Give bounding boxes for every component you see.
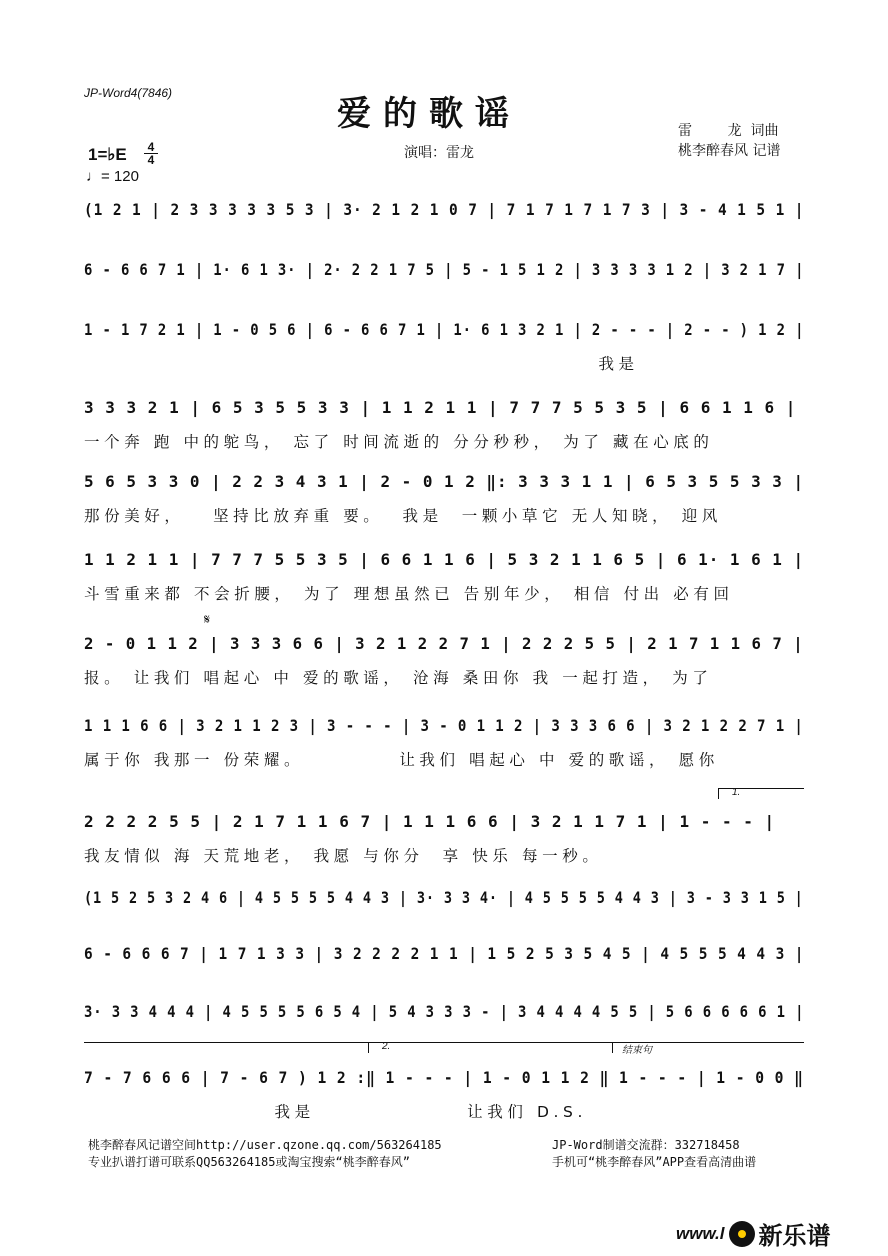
lyrics-line: 斗雪重来都 不会折腰， 为了 理想虽然已 告别年少， 相信 付出 必有回	[84, 585, 734, 603]
singer-label: 演唱：雷龙	[404, 145, 474, 161]
score-line	[84, 258, 804, 318]
system-divider	[84, 1042, 804, 1043]
time-sig-bottom: 4	[144, 153, 158, 166]
score-line	[84, 714, 804, 774]
song-title: 爱的歌谣	[337, 94, 521, 134]
time-signature	[144, 141, 158, 166]
footer-right-line1: JP-Word制谱交流群：332718458	[552, 1138, 740, 1152]
lyrics-line: 属于你 我那一 份荣耀。 让我们 唱起心 中 爱的歌谣， 愿你	[84, 751, 719, 769]
lyrics-line	[84, 976, 804, 1000]
tempo-marking: ♩= 120	[86, 168, 139, 185]
notes-line: 6 - 6 6 7 1 | 1· 6 1 3· | 2· 2 2 1 7 5 | 5 - 1 5 1 2 | 3 3 3 3 1 2 | 3 2 1 7 |	[84, 260, 805, 279]
credit-transcriber: 桃李醉春风 记谱	[678, 143, 781, 159]
lyrics-line	[84, 292, 804, 316]
lyrics-line: 一个奔 跑 中的鸵鸟， 忘了 时间流逝的 分分秒秒， 为了 藏在心底的	[84, 433, 714, 451]
first-ending-label: 1.	[732, 787, 741, 798]
notes-line: 3· 3 3 4 4 4 | 4 5 5 5 5 6 5 4 | 5 4 3 3 3 - | 3 4 4 4 4 5 5 | 5 6 6 6 6 6 1 |	[84, 1002, 805, 1021]
footer-left-line1: 桃李醉春风记谱空间http://user.qzone.qq.com/563264185	[88, 1138, 442, 1152]
logo-www-text: www.l	[676, 1223, 725, 1243]
footer-left-line2: 专业扒谱打谱可联系QQ563264185或淘宝搜索“桃李醉春风”	[88, 1155, 410, 1169]
lyrics-line	[84, 232, 804, 256]
key-signature: 1=♭E	[88, 145, 127, 164]
score-line	[84, 632, 804, 692]
coda-label: 结束句	[622, 1045, 652, 1056]
site-logo	[676, 1216, 831, 1251]
notes-line: 7 - 7 6 6 6 | 7 - 6 7 ) 1 2 :‖ 1 - - - | 1 - 0 1 1 2 ‖ 1 - - - | 1 - 0 0 ‖	[84, 1068, 804, 1087]
score-line	[84, 470, 804, 530]
time-sig-top: 4	[147, 140, 155, 154]
second-ending-bracket	[368, 1042, 608, 1053]
logo-brand-text: 新乐谱	[758, 1223, 831, 1250]
notes-line: 2 - 0 1 1 2 | 3 3 3 6 6 | 3 2 1 2 2 7 1 | 2 2 2 5 5 | 2 1 7 1 1 6 7 |	[84, 634, 804, 653]
score-line	[84, 942, 804, 1002]
notes-line: 1 - 1 7 2 1 | 1 - 0 5 6 | 6 - 6 6 7 1 | 1· 6 1 3 2 1 | 2 - - - | 2 - - ) 1 2 |	[84, 320, 805, 339]
lyrics-line	[84, 920, 804, 944]
credit-lyrics-music: 雷 龙 词曲	[678, 123, 779, 139]
notes-line: 6 - 6 6 6 7 | 1 7 1 3 3 | 3 2 2 2 2 1 1 | 1 5 2 5 3 5 4 5 | 4 5 5 5 4 4 3 |	[84, 944, 805, 963]
notes-line: 3 3 3 2 1 | 6 5 3 5 5 3 3 | 1 1 2 1 1 | 7 7 7 5 5 3 5 | 6 6 1 1 6 |	[84, 398, 797, 417]
lyrics-line: 我是	[84, 355, 639, 373]
notes-line: 5 6 5 3 3 0 | 2 2 3 4 3 1 | 2 - 0 1 2 ‖: 3 3 3 1 1 | 6 5 3 5 5 3 3 |	[84, 472, 805, 491]
score-line	[84, 396, 804, 456]
notes-line: 1 1 1 6 6 | 3 2 1 1 2 3 | 3 - - - | 3 - 0 1 1 2 | 3 3 3 6 6 | 3 2 1 2 2 7 1 |	[84, 716, 804, 735]
score-line	[84, 886, 804, 946]
lyrics-line: 报。 让我们 唱起心 中 爱的歌谣， 沧海 桑田你 我 一起打造， 为了	[84, 669, 713, 687]
notes-line: (1 5 2 5 3 2 4 6 | 4 5 5 5 5 4 4 3 | 3· 3 3 4· | 4 5 5 5 5 4 4 3 | 3 - 3 3 1 5 |	[84, 888, 804, 907]
segno-sign: 𝄋	[204, 612, 211, 628]
lyrics-line: 那份美好， 坚持比放弃重 要。 我是 一颗小草它 无人知晓， 迎风	[84, 507, 722, 525]
lyrics-line: 我友情似 海 天荒地老， 我愿 与你分 享 快乐 每一秒。	[84, 847, 603, 865]
score-line	[84, 1066, 804, 1126]
coda-bracket	[612, 1042, 804, 1056]
score-line	[84, 810, 804, 870]
score-line	[84, 318, 804, 378]
score-line	[84, 198, 804, 258]
music-disc-icon	[729, 1221, 755, 1247]
notes-line: (1 2 1 | 2 3 3 3 3 3 5 3 | 3· 2 1 2 1 0 7 | 7 1 7 1 7 1 7 3 | 3 - 4 1 5 1 |	[84, 200, 805, 219]
lyrics-line: 我是 让我们 D.S.	[84, 1103, 588, 1121]
notes-line: 2 2 2 2 5 5 | 2 1 7 1 1 6 7 | 1 1 1 6 6 | 3 2 1 1 7 1 | 1 - - - |	[84, 812, 776, 831]
notes-line: 1 1 2 1 1 | 7 7 7 5 5 3 5 | 6 6 1 1 6 | 5 3 2 1 1 6 5 | 6 1· 1 6 1 |	[84, 550, 805, 569]
first-ending-bracket	[718, 788, 804, 799]
second-ending-label: 2.	[382, 1041, 391, 1052]
footer-right-line2: 手机可“桃李醉春风”APP查看高清曲谱	[552, 1155, 757, 1169]
software-label: JP-Word4(7846)	[84, 86, 173, 100]
score-line	[84, 548, 804, 608]
